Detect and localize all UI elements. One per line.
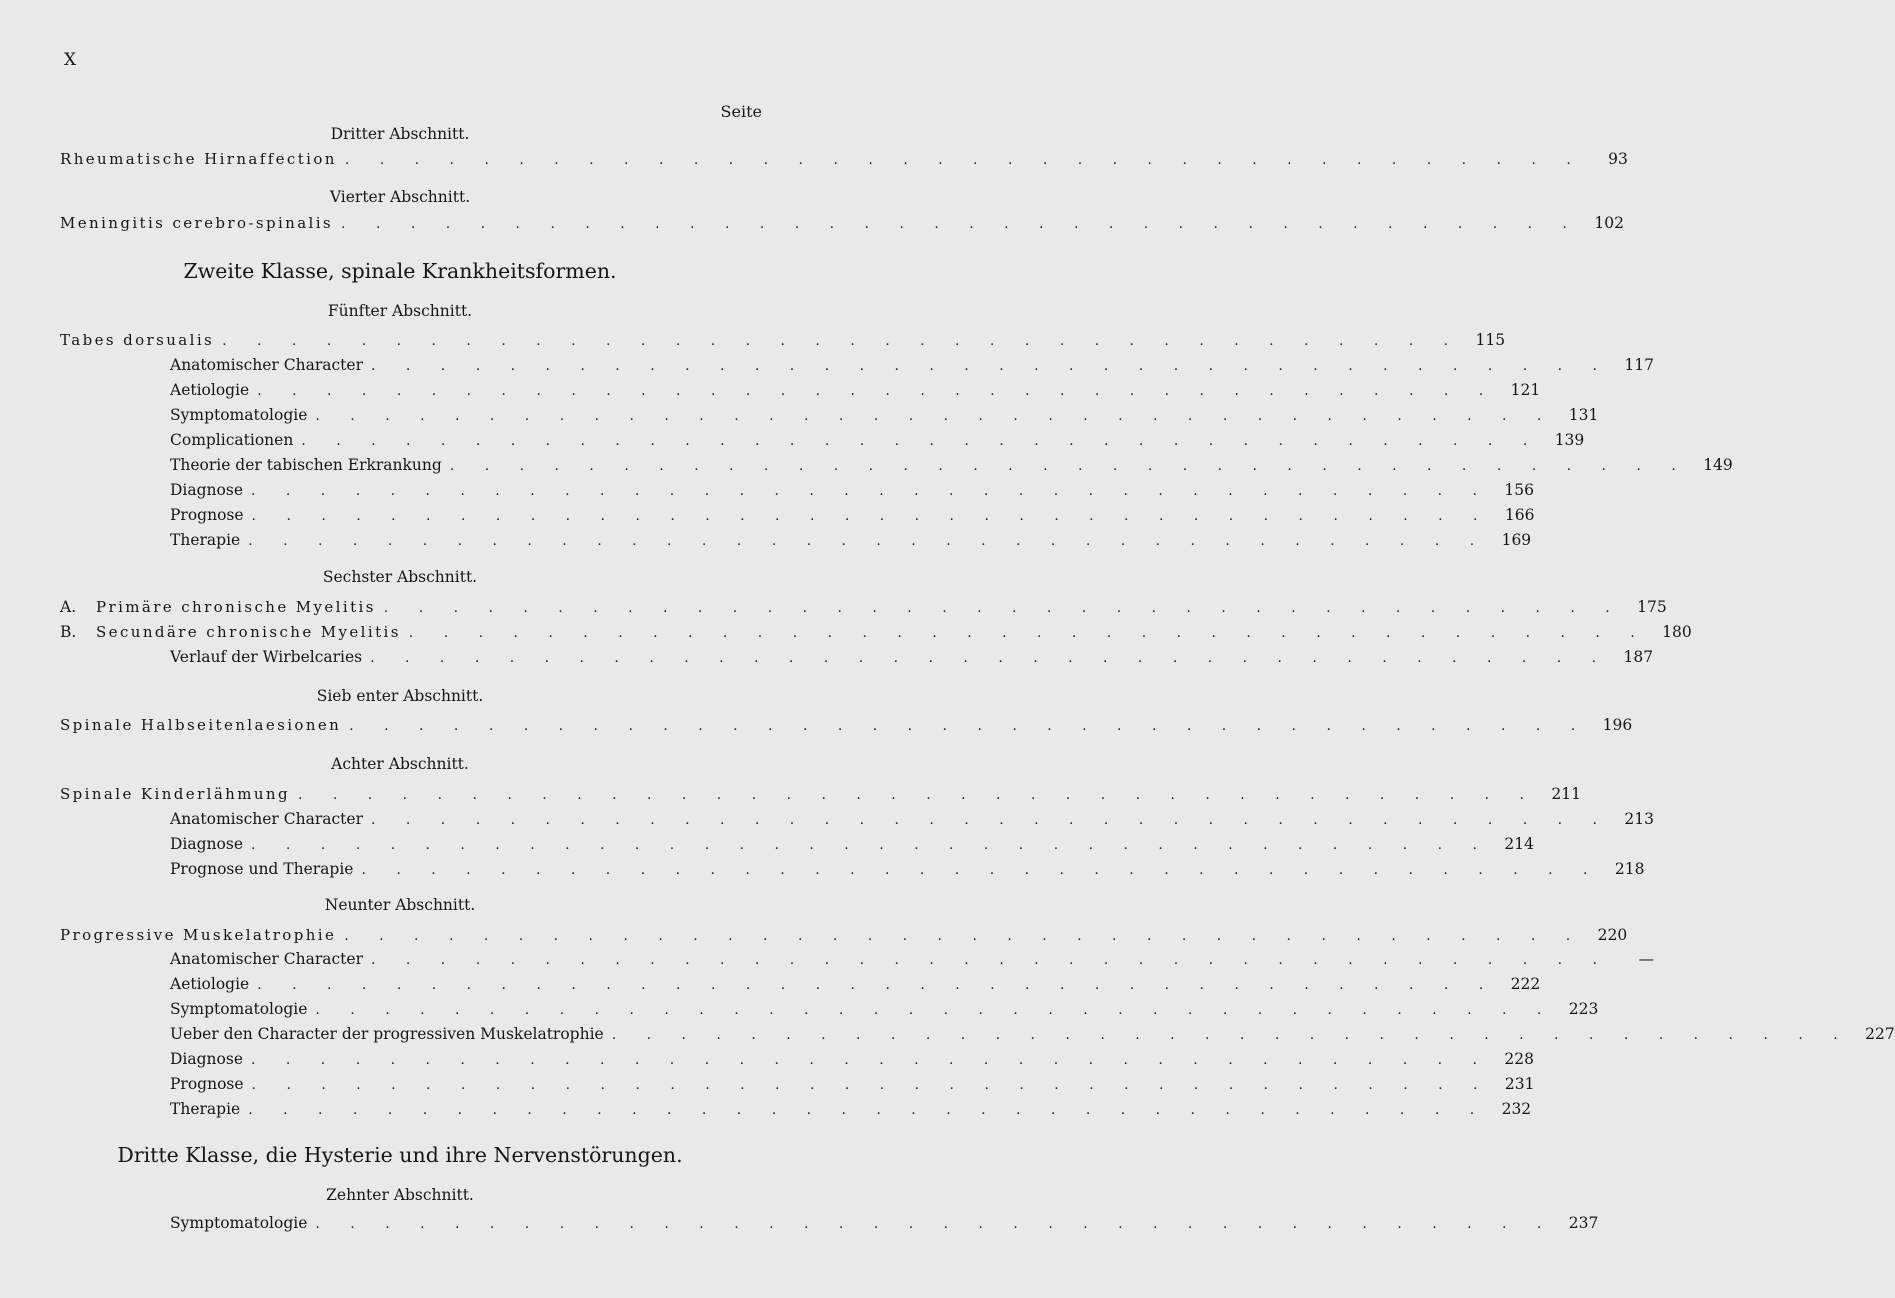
toc-entry-page: 237 [1568, 1214, 1599, 1232]
section-heading: Vierter Abschnitt. [329, 188, 471, 206]
toc-entry [170, 531, 1532, 555]
dot-leader: . . . . . . . . . . . . . . . . . . . . . . . . . . . . . . . . . . . . [251, 837, 1490, 853]
dot-leader: . . . . . . . . . . . . . . . . . . . . . . . . . . . . . . . . . . . . [611, 1027, 1851, 1043]
dot-leader: . . . . . . . . . . . . . . . . . . . . . . . . . . . . . . . . . . . . [341, 216, 1581, 232]
toc-entry [170, 506, 1535, 530]
toc-entry [170, 381, 1541, 405]
section-heading: Fünfter Abschnitt. [327, 302, 473, 320]
section-heading: Sieb enter Abschnitt. [316, 687, 484, 705]
toc-entry-title: Ueber den Character der progressiven Muskelatrophie [170, 1025, 604, 1043]
toc-entry-page: 218 [1614, 860, 1645, 878]
toc-entry-page: 232 [1501, 1100, 1532, 1118]
dot-leader: . . . . . . . . . . . . . . . . . . . . . . . . . . . . . . . . . . . . [370, 650, 1610, 666]
toc-entry [170, 860, 1645, 884]
dot-leader: . . . . . . . . . . . . . . . . . . . . . . . . . . . . . . . . . . . . [371, 952, 1610, 968]
toc-entry-title: Progressive Muskelatrophie [60, 926, 337, 944]
toc-entry-page: 228 [1504, 1050, 1534, 1068]
toc-entry-page: 227 [1865, 1025, 1895, 1043]
toc-entry-page: 220 [1597, 926, 1628, 944]
toc-entry-page: 222 [1510, 975, 1541, 993]
klasse-heading: Dritte Klasse, die Hysterie und ihre Nervenstörungen. [117, 1143, 683, 1167]
toc-entry-title: Anatomischer Character [170, 950, 363, 968]
toc-entry [170, 975, 1541, 999]
toc-entry-title: Therapie [170, 1100, 241, 1118]
toc-entry-title: Spinale Halbseitenlaesionen [60, 716, 342, 734]
toc-entry-page: 211 [1551, 785, 1581, 803]
toc-entry-title: Meningitis cerebro-spinalis [60, 214, 334, 232]
toc-entry-page: 93 [1608, 150, 1628, 168]
dot-leader: . . . . . . . . . . . . . . . . . . . . . . . . . . . . . . . . . . . . [449, 458, 1689, 474]
toc-entry [170, 810, 1654, 834]
toc-entry-title: Theorie der tabischen Erkrankung [170, 456, 442, 474]
toc-entry [60, 785, 1581, 809]
toc-entry-prefix: B. [60, 623, 77, 641]
dot-leader: . . . . . . . . . . . . . . . . . . . . . . . . . . . . . . . . . . . . [257, 977, 1497, 993]
toc-entry-page: 213 [1624, 810, 1654, 828]
toc-entry [170, 1100, 1532, 1124]
toc-entry-title: Spinale Kinderlähmung [60, 785, 290, 803]
toc-entry [60, 716, 1633, 740]
toc-entry [170, 950, 1654, 974]
toc-entry-page: 175 [1637, 598, 1667, 616]
toc-entry [60, 623, 1692, 647]
toc-entry [170, 456, 1733, 480]
section-heading: Sechster Abschnitt. [322, 568, 478, 586]
section-heading: Dritter Abschnitt. [330, 125, 470, 143]
toc-entry-title: Tabes dorsualis [60, 331, 215, 349]
toc-entry-title: Prognose [170, 506, 244, 524]
dot-leader: . . . . . . . . . . . . . . . . . . . . . . . . . . . . . . . . . . . . [383, 600, 1623, 616]
toc-entry [170, 431, 1585, 455]
toc-entry-title: Prognose [170, 1075, 244, 1093]
dot-leader: . . . . . . . . . . . . . . . . . . . . . . . . . . . . . . . . . . . . [361, 862, 1601, 878]
toc-entry-title: Rheumatische Hirnaffection [60, 150, 337, 168]
dot-leader: . . . . . . . . . . . . . . . . . . . . . . . . . . . . . . . . . . . . [408, 625, 1648, 641]
dot-leader: . . . . . . . . . . . . . . . . . . . . . . . . . . . . . . . . . . . . [248, 533, 1488, 549]
section-heading: Zehnter Abschnitt. [326, 1186, 474, 1204]
toc-entry-page: 180 [1662, 623, 1692, 641]
dot-leader: . . . . . . . . . . . . . . . . . . . . . . . . . . . . . . . . . . . . [222, 333, 1462, 349]
toc-entry-title: Anatomischer Character [170, 356, 363, 374]
toc-entry-title: Diagnose [170, 1050, 243, 1068]
dot-leader: . . . . . . . . . . . . . . . . . . . . . . . . . . . . . . . . . . . . [315, 1216, 1555, 1232]
dot-leader: . . . . . . . . . . . . . . . . . . . . . . . . . . . . . . . . . . . . [371, 812, 1610, 828]
toc-entry-title: Complicationen [170, 431, 294, 449]
toc-entry-page: 187 [1623, 648, 1654, 666]
toc-entry-title: Primäre chronische Myelitis [96, 598, 376, 616]
toc-entry [170, 1214, 1599, 1238]
toc-entry-page: 131 [1568, 406, 1599, 424]
toc-entry-page: 166 [1504, 506, 1535, 524]
toc-entry-title: Anatomischer Character [170, 810, 363, 828]
dot-leader: . . . . . . . . . . . . . . . . . . . . . . . . . . . . . . . . . . . . [371, 358, 1610, 374]
toc-entry-page: 156 [1504, 481, 1534, 499]
toc-entry-page: 121 [1510, 381, 1541, 399]
toc-entry-title: Symptomatologie [170, 1214, 308, 1232]
toc-entry [60, 598, 1667, 622]
toc-entry-title: Verlauf der Wirbelcaries [170, 648, 363, 666]
toc-entry [170, 481, 1534, 505]
dot-leader: . . . . . . . . . . . . . . . . . . . . . . . . . . . . . . . . . . . . [315, 1002, 1555, 1018]
toc-entry-title: Therapie [170, 531, 241, 549]
toc-entry-page: 102 [1594, 214, 1625, 232]
klasse-heading: Zweite Klasse, spinale Krankheitsformen. [183, 259, 617, 283]
dot-leader: . . . . . . . . . . . . . . . . . . . . . . . . . . . . . . . . . . . . [248, 1102, 1488, 1118]
toc-entry-title: Aetiologie [170, 975, 250, 993]
toc-entry [170, 1000, 1599, 1024]
toc-entry [60, 214, 1625, 238]
toc-entry-title: Diagnose [170, 481, 243, 499]
toc-entry-page: 117 [1624, 356, 1654, 374]
dot-leader: . . . . . . . . . . . . . . . . . . . . . . . . . . . . . . . . . . . . [251, 1052, 1490, 1068]
toc-entry [60, 150, 1628, 174]
toc-entry-page: 169 [1501, 531, 1532, 549]
toc-entry [60, 331, 1506, 355]
seite-column-label: Seite [720, 102, 762, 121]
dot-leader: . . . . . . . . . . . . . . . . . . . . . . . . . . . . . . . . . . . . [301, 433, 1541, 449]
toc-entry-page: 139 [1554, 431, 1585, 449]
toc-entry-page: 149 [1703, 456, 1733, 474]
toc-entry [170, 1050, 1534, 1074]
toc-entry-page: 231 [1504, 1075, 1535, 1093]
dot-leader: . . . . . . . . . . . . . . . . . . . . . . . . . . . . . . . . . . . . [344, 928, 1584, 944]
toc-entry-page: 214 [1504, 835, 1534, 853]
toc-entry-prefix: A. [60, 598, 77, 616]
page-number: X [64, 50, 77, 70]
toc-entry-title: Aetiologie [170, 381, 250, 399]
toc-entry [170, 406, 1599, 430]
dot-leader: . . . . . . . . . . . . . . . . . . . . . . . . . . . . . . . . . . . . [251, 1077, 1491, 1093]
dot-leader: . . . . . . . . . . . . . . . . . . . . . . . . . . . . . . . . . . . . [297, 787, 1537, 803]
section-heading: Achter Abschnitt. [331, 755, 469, 773]
toc-entry-page: 223 [1568, 1000, 1599, 1018]
toc-entry-title: Secundäre chronische Myelitis [96, 623, 401, 641]
toc-entry-page: — [1638, 950, 1654, 968]
dot-leader: . . . . . . . . . . . . . . . . . . . . . . . . . . . . . . . . . . . . [251, 483, 1490, 499]
toc-entry-title: Prognose und Therapie [170, 860, 354, 878]
toc-entry [170, 1075, 1535, 1099]
toc-entry-title: Diagnose [170, 835, 243, 853]
dot-leader: . . . . . . . . . . . . . . . . . . . . . . . . . . . . . . . . . . . . [349, 718, 1589, 734]
dot-leader: . . . . . . . . . . . . . . . . . . . . . . . . . . . . . . . . . . . . [251, 508, 1491, 524]
toc-entry-title: Symptomatologie [170, 1000, 308, 1018]
toc-entry-title: Symptomatologie [170, 406, 308, 424]
toc-entry-page: 196 [1602, 716, 1633, 734]
toc-entry [170, 835, 1534, 859]
dot-leader: . . . . . . . . . . . . . . . . . . . . . . . . . . . . . . . . . . . . [344, 152, 1584, 168]
toc-entry [170, 648, 1654, 672]
dot-leader: . . . . . . . . . . . . . . . . . . . . . . . . . . . . . . . . . . . . [257, 383, 1497, 399]
section-heading: Neunter Abschnitt. [324, 896, 476, 914]
toc-entry-page: 115 [1475, 331, 1506, 349]
dot-leader: . . . . . . . . . . . . . . . . . . . . . . . . . . . . . . . . . . . . [315, 408, 1555, 424]
toc-entry [170, 356, 1654, 380]
toc-entry [170, 1025, 1895, 1049]
toc-entry [60, 926, 1628, 950]
